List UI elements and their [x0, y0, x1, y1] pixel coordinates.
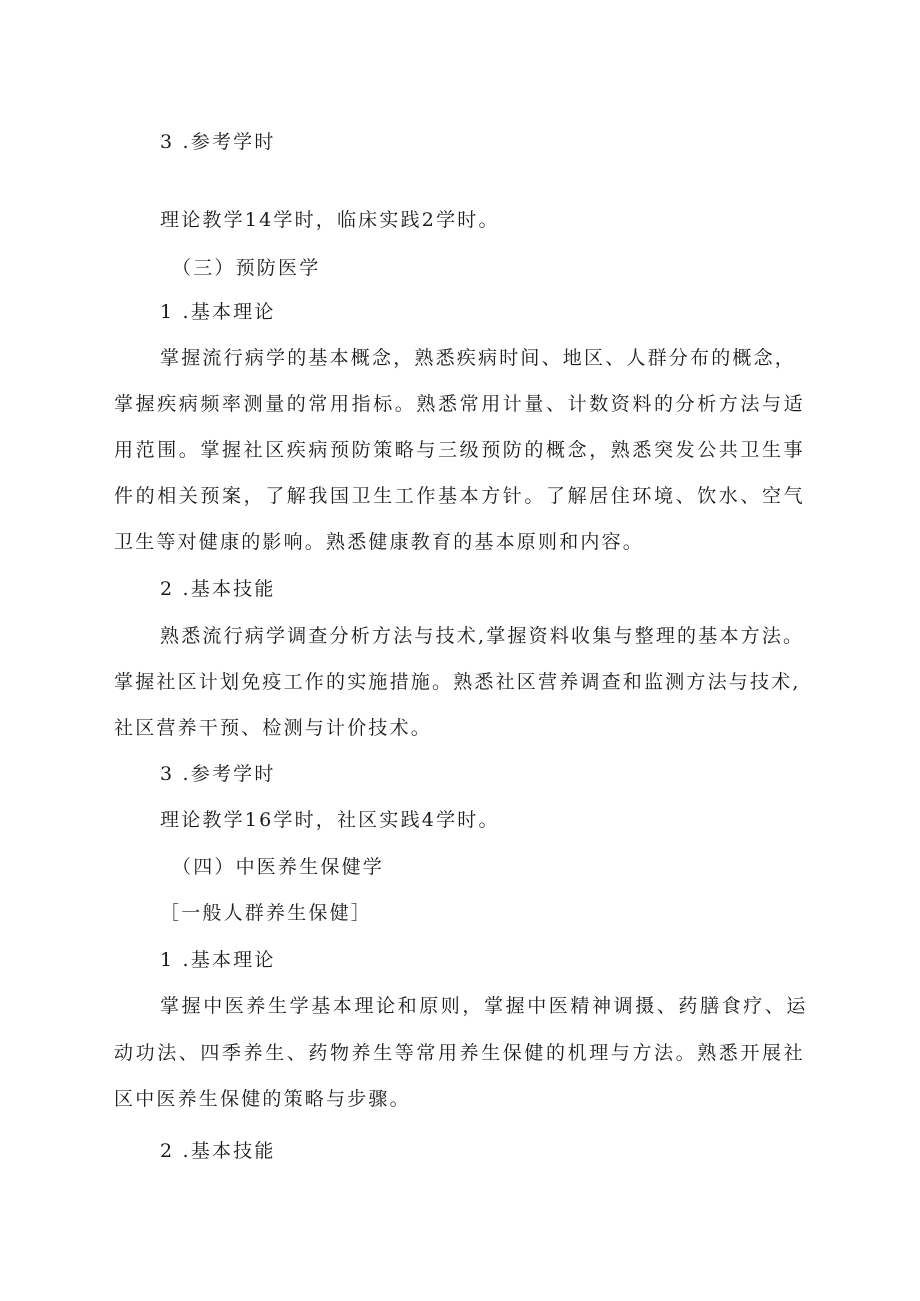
paragraph-line: 掌握社区计划免疫工作的实施措施。熟悉社区营养调查和监测方法与技术, [114, 671, 801, 693]
paragraph-line: 用范围。掌握社区疾病预防策略与三级预防的概念，熟悉突发公共卫生事 [114, 439, 806, 461]
part-title-preventive-medicine: （三）预防医学 [172, 257, 321, 279]
paragraph-line: 动功法、四季养生、药物养生等常用养生保健的机理与方法。熟悉开展社 [114, 1042, 806, 1064]
paragraph-line: 卫生等对健康的影响。熟悉健康教育的基本原则和内容。 [114, 531, 645, 553]
heading-basic-theory: 1 .基本理论 [160, 949, 276, 971]
subsection-title-general-population: ［一般人群养生保健］ [160, 902, 373, 924]
part-title-tcm-health-care: （四）中医养生保健学 [172, 856, 385, 878]
heading-study-hours: 3 .参考学时 [160, 763, 276, 785]
paragraph-line: 件的相关预案，了解我国卫生工作基本方针。了解居住环境、饮水、空气 [114, 485, 806, 507]
study-hours-text: 理论教学16学时，社区实践4学时。 [160, 809, 500, 831]
paragraph-line: 熟悉流行病学调查分析方法与技术,掌握资料收集与整理的基本方法。 [160, 625, 805, 647]
heading-basic-theory: 1 .基本理论 [160, 301, 276, 323]
paragraph-line: 掌握流行病学的基本概念，熟悉疾病时间、地区、人群分布的概念， [160, 347, 797, 369]
study-hours-text: 理论教学14学时，临床实践2学时。 [160, 209, 500, 231]
paragraph-line: 社区营养干预、检测与计价技术。 [114, 717, 433, 739]
heading-basic-skills: 2 .基本技能 [160, 1140, 276, 1162]
paragraph-line: 掌握中医养生学基本理论和原则，掌握中医精神调摄、药膳食疗、运 [160, 995, 809, 1017]
heading-basic-skills: 2 .基本技能 [160, 578, 276, 600]
paragraph-line: 掌握疾病频率测量的常用指标。熟悉常用计量、计数资料的分析方法与适 [114, 393, 806, 415]
section-heading-study-hours: 3 .参考学时 [160, 131, 276, 153]
paragraph-line: 区中医养生保健的策略与步骤。 [114, 1088, 411, 1110]
